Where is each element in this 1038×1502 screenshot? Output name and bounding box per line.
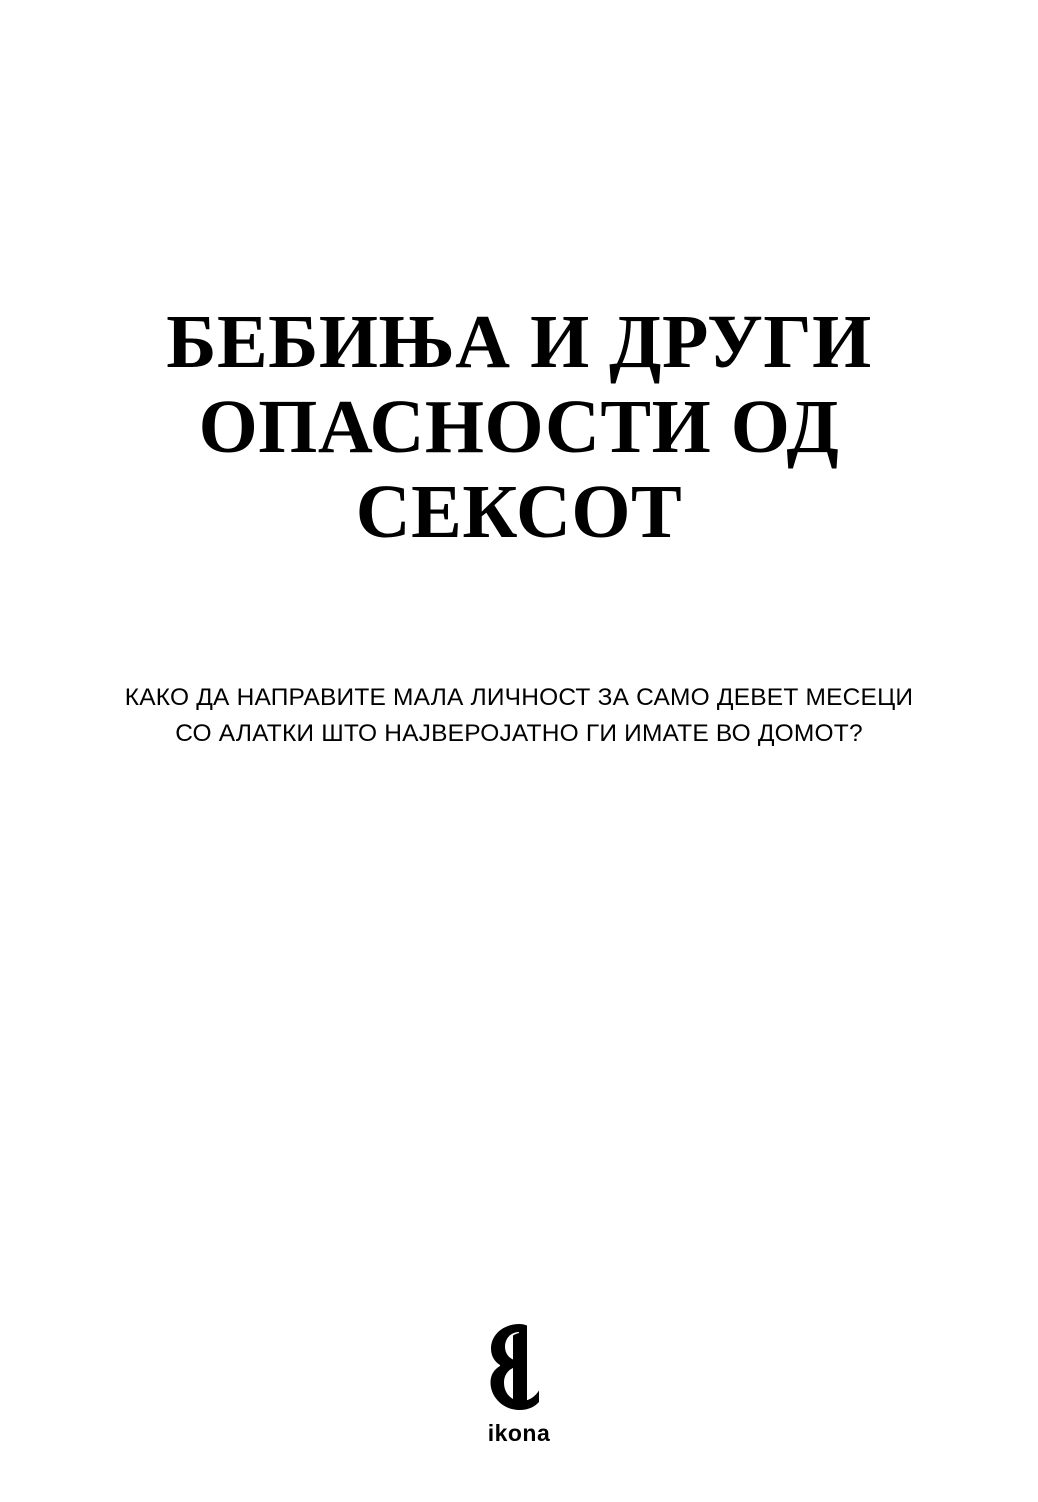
ikona-logo-icon bbox=[483, 1322, 555, 1418]
book-title bbox=[139, 300, 899, 555]
book-subtitle-line-1: КАКО ДА НАПРАВИТЕ МАЛА ЛИЧНОСТ ЗА САМО ДЕВЕТ МЕСЕЦИ bbox=[124, 684, 914, 711]
publisher-logo bbox=[0, 1322, 1038, 1447]
page-title bbox=[0, 300, 1038, 555]
book-subtitle-line-2: СО АЛАТКИ ШТО НАЈВЕРОЈАТНО ГИ ИМАТЕ ВО ДОМОТ? bbox=[175, 719, 863, 747]
book-subtitle bbox=[0, 680, 1038, 751]
book-title-line-2: ОПАСНОСТИ ОД bbox=[198, 385, 840, 470]
book-title-line-3: СЕКСОТ bbox=[355, 470, 683, 555]
publisher-name: ikona bbox=[487, 1420, 551, 1446]
book-title-line-1: БЕБИЊА И ДРУГИ bbox=[166, 300, 872, 384]
